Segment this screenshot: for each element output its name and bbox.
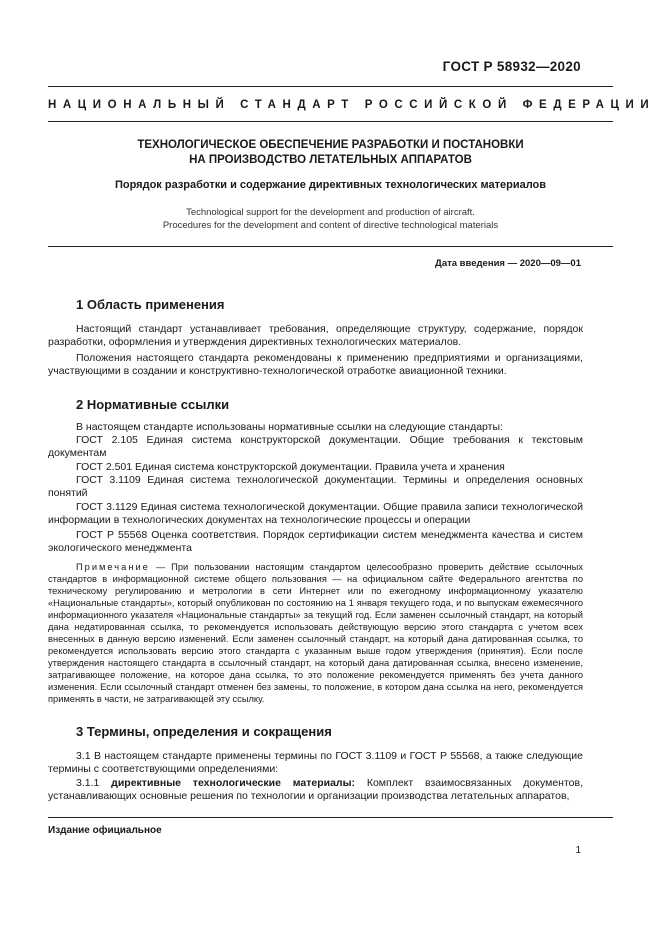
reference-item: ГОСТ Р 55568 Оценка соответствия. Порядок сертификации систем менеджмента качества и систем экологического менеджмента [48,529,583,555]
clause-number: 3.1.1 [76,777,100,789]
title-line-1: ТЕХНОЛОГИЧЕСКОЕ ОБЕСПЕЧЕНИЕ РАЗРАБОТКИ И ПОСТАНОВКИ [137,139,524,151]
english-title-line-2: Procedures for the development and content of directive technological materials [162,220,499,231]
reference-item: ГОСТ 2.501 Единая система конструкторской документации. Правила учета и хранения [76,461,505,473]
reference-item: ГОСТ 3.1129 Единая система технологической документации. Общие правила записи технологической информации в технологических документах на технологические процессы и операции [48,501,583,527]
section-3-heading: 3 Термины, определения и сокращения [76,724,332,739]
edition-label: Издание официальное [48,825,162,836]
term-definition: Комплект взаимосвязанных документов, устанавливающих основные решения по технологии и организации производства летательных аппаратов, [48,777,583,803]
national-standard-banner: НАЦИОНАЛЬНЫЙ СТАНДАРТ РОССИЙСКОЙ ФЕДЕРАЦИИ [48,99,656,111]
section-1-paragraph-1: Настоящий стандарт устанавливает требования, определяющие структуру, содержание, порядок разработки, оформления и утверждения директивных технологических материалов. [48,323,583,349]
section-1-paragraph-2: Положения настоящего стандарта рекомендованы к применению предприятиями и организациями, участвующими в создании и конструктивно-технологической отработке авиационной техники. [48,352,583,378]
introduction-date: Дата введения — 2020—09—01 [435,258,581,269]
note-text: — При пользовании настоящим стандартом целесообразно проверить действие ссылочных стандартов в информационной системе общего пользования — на официальном сайте Федерального агентства по техническому регулированию и метрологии в сети Интернет или по ежегодному информационному указателю «Национальные стандарты», который опубликован по состоянию на 1 января текущего года, и по выпускам ежемесячного информационного указателя «Национальные стандарты» за текущий год. Если заменен ссылочный стандарт, на который дана недатированная ссылка, то рекомендуется использовать действующую версию этого стандарта с учетом всех внесенных в данную версию изменений. Если заменен ссылочный стандарт, на который дана датированная ссылка, то рекомендуется использовать версию этого стандарта с указанным выше годом утверждения (принятия). Если после утверждения настоящего стандарта в ссылочный стандарт, на который дана датированная ссылка, внесено изменение, затрагивающее положение, на которое дана ссылка, то это положение рекомендуется применять без учета данного изменения. Если ссылочный стандарт отменен без замены, то положение, в котором дана ссылка на него, рекомендуется применять в части, не затрагивающей эту ссылку. [48,562,583,704]
footer-rule [48,817,613,818]
note-label: Примечание [76,562,150,572]
section-2-intro: В настоящем стандарте использованы нормативные ссылки на следующие стандарты: [76,421,503,433]
standard-number: ГОСТ Р 58932—2020 [442,59,581,74]
section-3-1-1-paragraph [48,777,583,803]
section-3-1-paragraph: 3.1 В настоящем стандарте применены термины по ГОСТ 3.1109 и ГОСТ Р 55568, а также следующие термины с соответствующими определениями: [48,750,583,776]
section-1-heading: 1 Область применения [76,297,225,312]
banner-rule [48,121,613,122]
page-number: 1 [575,845,581,856]
english-title-line-1: Technological support for the development and production of aircraft. [186,207,475,218]
top-rule [48,86,613,87]
term-name: директивные технологические материалы: [111,777,356,789]
section-2-heading: 2 Нормативные ссылки [76,397,230,412]
english-title [48,206,613,232]
reference-item: ГОСТ 2.105 Единая система конструкторской документации. Общие требования к текстовым документам [48,434,583,460]
title-rule [48,246,613,247]
references-note [48,561,583,705]
document-title [48,138,613,168]
document-subtitle: Порядок разработки и содержание директивных технологических материалов [114,179,547,191]
reference-item: ГОСТ 3.1109 Единая система технологической документации. Термины и определения основных понятий [48,474,583,500]
title-line-2: НА ПРОИЗВОДСТВО ЛЕТАТЕЛЬНЫХ АППАРАТОВ [189,154,472,166]
